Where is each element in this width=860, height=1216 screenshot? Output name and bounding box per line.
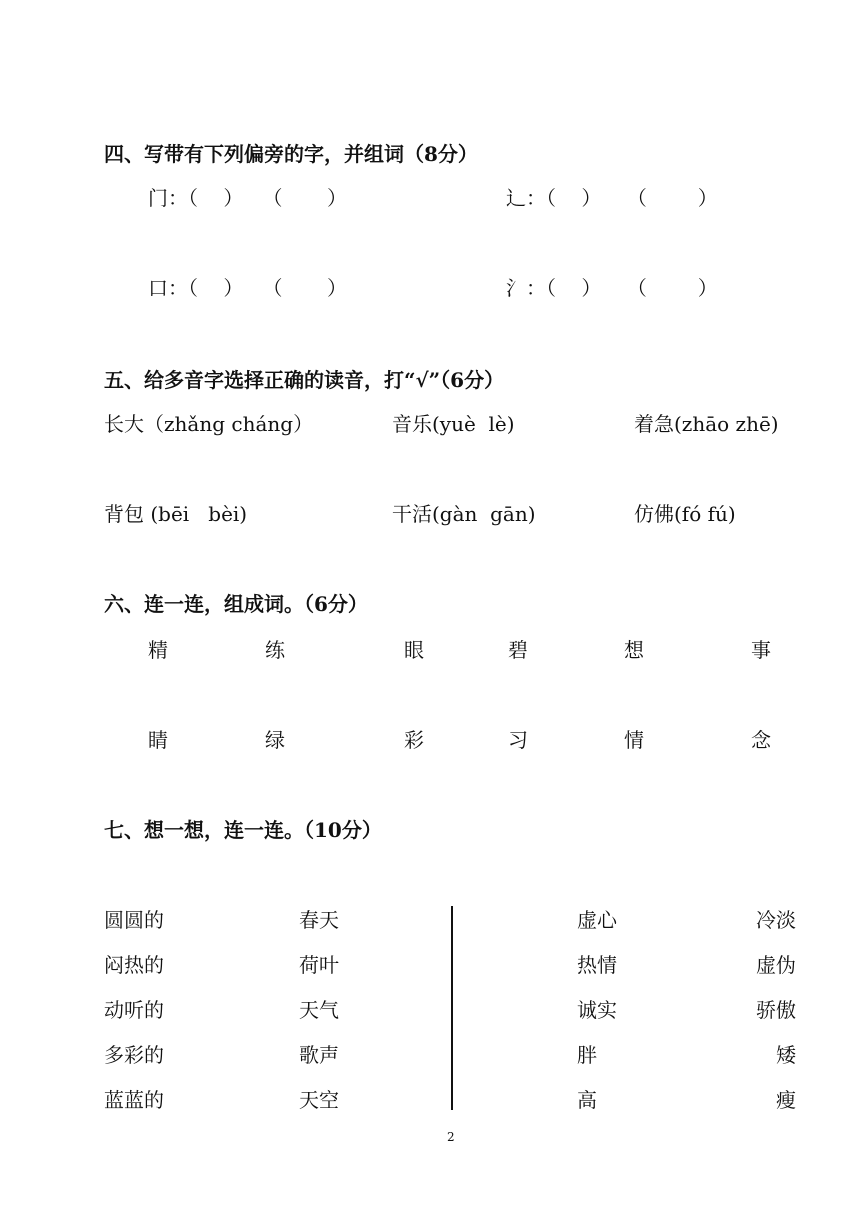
noun-item: 春天 xyxy=(299,908,339,932)
noun-item: 歌声 xyxy=(299,1043,339,1067)
noun-item: 荷叶 xyxy=(299,953,339,977)
match-char-bottom: 彩 xyxy=(404,728,424,752)
match-char-top: 想 xyxy=(624,638,644,662)
section-4-heading: 四、写带有下列偏旁的字，并组词（8分） xyxy=(104,142,478,166)
adjective-item: 闷热的 xyxy=(104,953,164,977)
radical-row-1-right: 辶：（ ） （ ） xyxy=(506,186,718,210)
antonym-right-item: 瘦 xyxy=(776,1088,796,1112)
match-char-bottom: 情 xyxy=(624,728,644,752)
adjective-item: 蓝蓝的 xyxy=(104,1088,164,1112)
match-char-top: 练 xyxy=(265,638,285,662)
radical-row-1-left: 门：（ ） （ ） xyxy=(148,186,348,210)
match-char-top: 事 xyxy=(751,638,771,662)
antonym-left-item: 高 xyxy=(577,1088,597,1112)
column-divider xyxy=(451,906,453,1110)
antonym-right-item: 冷淡 xyxy=(756,908,796,932)
match-char-top: 碧 xyxy=(508,638,528,662)
pinyin-item: 着急(zhāo zhē) xyxy=(634,412,779,436)
noun-item: 天气 xyxy=(299,998,339,1022)
pinyin-item: 仿佛(fó fú) xyxy=(634,502,736,526)
pinyin-item: 背包 (bēi bèi) xyxy=(104,502,248,526)
antonym-right-item: 矮 xyxy=(776,1043,796,1067)
match-char-bottom: 睛 xyxy=(148,728,168,752)
noun-item: 天空 xyxy=(299,1088,339,1112)
pinyin-item: 长大（zhǎng cháng） xyxy=(104,412,314,436)
radical-row-2-right: 氵：（ ） （ ） xyxy=(506,276,718,300)
adjective-item: 动听的 xyxy=(104,998,164,1022)
match-char-top: 眼 xyxy=(404,638,424,662)
antonym-right-item: 骄傲 xyxy=(756,998,796,1022)
section-6-heading: 六、连一连，组成词。（6分） xyxy=(104,592,368,616)
section-7-heading: 七、想一想，连一连。（10分） xyxy=(104,818,382,842)
antonym-left-item: 诚实 xyxy=(577,998,617,1022)
page-number: 2 xyxy=(447,1130,455,1144)
match-char-bottom: 绿 xyxy=(265,728,285,752)
pinyin-item: 音乐(yuè lè) xyxy=(392,412,515,436)
adjective-item: 多彩的 xyxy=(104,1043,164,1067)
match-char-top: 精 xyxy=(148,638,168,662)
antonym-right-item: 虚伪 xyxy=(756,953,796,977)
antonym-left-item: 胖 xyxy=(577,1043,597,1067)
antonym-left-item: 热情 xyxy=(577,953,617,977)
antonym-left-item: 虚心 xyxy=(577,908,617,932)
match-char-bottom: 念 xyxy=(751,728,771,752)
adjective-item: 圆圆的 xyxy=(104,908,164,932)
match-char-bottom: 习 xyxy=(508,728,528,752)
radical-row-2-left: 口：（ ） （ ） xyxy=(148,276,348,300)
pinyin-item: 干活(gàn gān) xyxy=(392,502,536,526)
section-5-heading: 五、给多音字选择正确的读音，打“√”（6分） xyxy=(104,368,505,392)
